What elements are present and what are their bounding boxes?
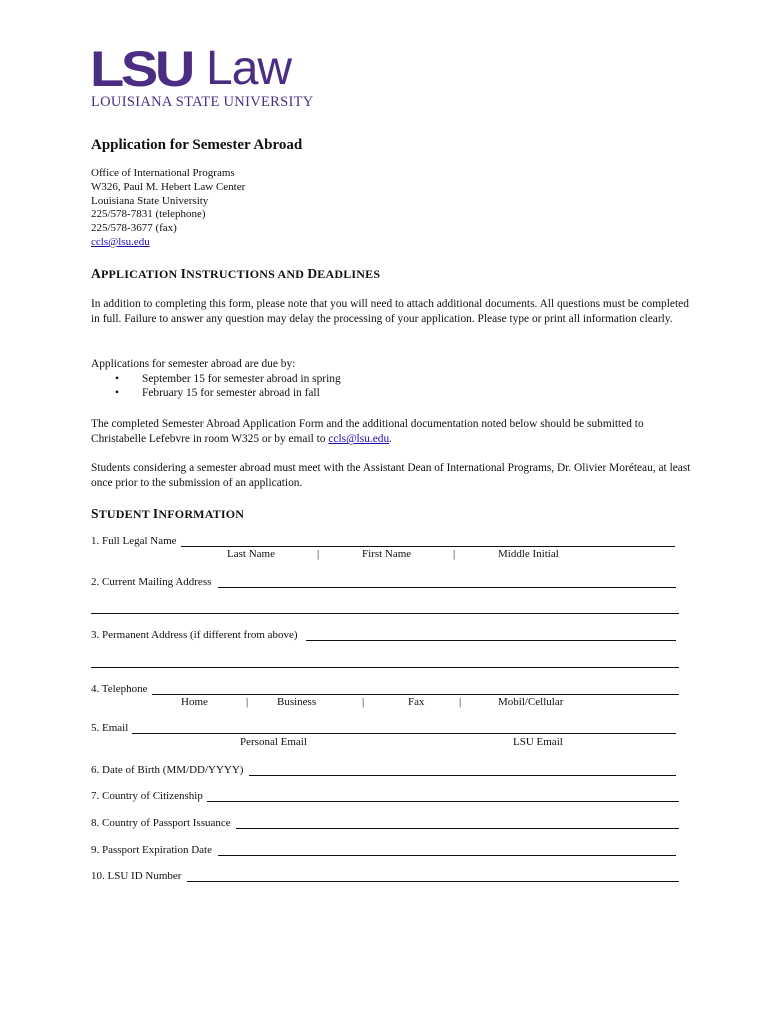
lsu-id-label: 10. LSU ID Number — [91, 870, 182, 882]
logo-subtitle: LOUISIANA STATE UNIVERSITY — [91, 94, 314, 110]
submission-email-link[interactable]: ccls@lsu.edu — [328, 433, 390, 446]
mobile-sublabel: Mobil/Cellular — [498, 696, 564, 708]
email-label: 5. Email — [91, 722, 129, 734]
lsu-id-line[interactable] — [187, 881, 679, 882]
office-phone: 225/578-7831 (telephone) — [91, 208, 206, 221]
passport-expiration-label: 9. Passport Expiration Date — [91, 844, 212, 856]
full-legal-name-label: 1. Full Legal Name — [91, 535, 177, 547]
passport-issuance-label: 8. Country of Passport Issuance — [91, 817, 231, 829]
meeting-paragraph: Students considering a semester abroad must meet with the Assistant Dean of International Programs, Dr. Olivier Moréteau, at least once prior to the submission of an application. — [91, 462, 691, 490]
current-mailing-address-line-2[interactable] — [91, 613, 679, 614]
separator: | — [459, 696, 462, 708]
logo-lsu: LSU — [90, 41, 192, 97]
submission-paragraph: The completed Semester Abroad Application Form and the additional documentation noted below should be submitted to Christabelle Lefebvre in room W325 or by email to ccls@lsu.edu. — [91, 418, 644, 446]
current-mailing-address-line[interactable] — [218, 587, 676, 588]
country-of-citizenship-line[interactable] — [207, 801, 679, 802]
instructions-paragraph: In addition to completing this form, please note that you will need to attach additional documents. All questions must be completed in full. Failure to answer any question may delay the processing of your application. Please type or print all information clearly. — [91, 298, 689, 326]
permanent-address-line-2[interactable] — [91, 667, 679, 668]
last-name-sublabel: Last Name — [227, 548, 275, 560]
office-email-link[interactable]: ccls@lsu.edu — [91, 235, 150, 248]
telephone-line[interactable] — [152, 694, 679, 695]
first-name-sublabel: First Name — [362, 548, 412, 560]
page-title: Application for Semester Abroad — [91, 137, 303, 153]
telephone-label: 4. Telephone — [91, 683, 148, 695]
office-name: Office of International Programs — [91, 167, 235, 179]
due-bullet-spring: • September 15 for semester abroad in spring — [115, 373, 341, 385]
office-room: W326, Paul M. Hebert Law Center — [91, 180, 246, 193]
due-bullet-fall: • February 15 for semester abroad in fall — [115, 387, 320, 399]
email-line[interactable] — [132, 733, 676, 734]
middle-initial-sublabel: Middle Initial — [498, 548, 559, 560]
separator: | — [453, 548, 456, 560]
country-of-citizenship-label: 7. Country of Citizenship — [91, 790, 203, 802]
separator: | — [317, 548, 320, 560]
current-mailing-address-label: 2. Current Mailing Address — [91, 576, 212, 588]
permanent-address-label: 3. Permanent Address (if different from above) — [91, 629, 298, 641]
logo-law: Law — [206, 42, 292, 95]
office-university: Louisiana State University — [91, 194, 209, 207]
separator: | — [362, 696, 365, 708]
student-info-heading: STUDENT INFORMATION — [91, 506, 245, 521]
separator: | — [246, 696, 249, 708]
permanent-address-line[interactable] — [306, 640, 676, 641]
passport-expiration-line[interactable] — [218, 855, 676, 856]
passport-issuance-line[interactable] — [236, 828, 679, 829]
lsu-email-sublabel: LSU Email — [513, 736, 563, 748]
home-sublabel: Home — [181, 696, 208, 708]
business-sublabel: Business — [277, 696, 317, 708]
office-contact — [91, 167, 245, 250]
fax-sublabel: Fax — [408, 696, 425, 708]
full-legal-name-line[interactable] — [181, 546, 675, 547]
instructions-heading: APPLICATION INSTRUCTIONS AND DEADLINES — [91, 266, 381, 281]
due-intro: Applications for semester abroad are due by: — [91, 358, 296, 370]
date-of-birth-line[interactable] — [249, 775, 676, 776]
date-of-birth-label: 6. Date of Birth (MM/DD/YYYY) — [91, 764, 244, 776]
personal-email-sublabel: Personal Email — [240, 736, 307, 748]
office-fax: 225/578-3677 (fax) — [91, 222, 177, 235]
